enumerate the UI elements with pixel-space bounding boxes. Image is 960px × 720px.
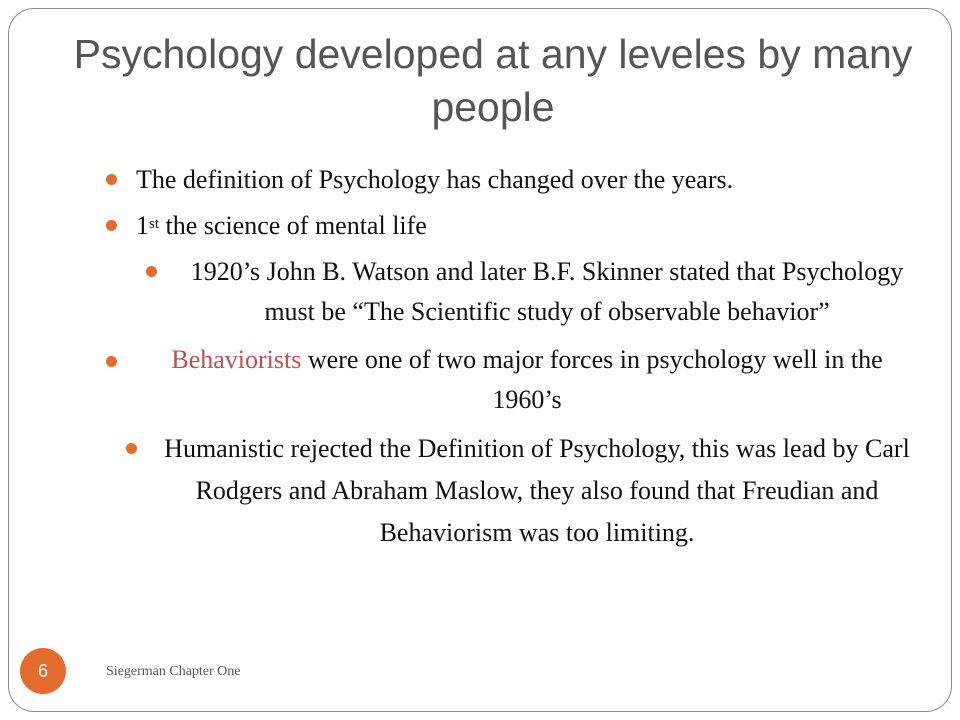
bullet-text: the science of mental life [159,211,427,240]
bullet-dot-icon [106,220,117,231]
slide-title: Psychology developed at any leveles by many people [73,31,913,130]
bullet-list [106,160,918,554]
sub-bullet-item [146,252,918,332]
bullet-text: 1920’s John B. Watson and later B.F. Skinner stated that Psychology must be “The Scientific study of observable behavior” [190,257,904,326]
bullet-dot-icon [106,356,117,367]
bullet-dot-icon [106,174,117,185]
footer-text: Siegerman Chapter One [106,664,241,679]
bullet-item [106,160,918,200]
bullet-text: were one of two major forces in psychology well in the 1960’s [301,345,883,414]
bullet-item [106,206,918,246]
bullet-dot-icon [126,443,137,454]
highlighted-term: Behaviorists [171,345,302,374]
bullet-text: Humanistic rejected the Definition of Psychology, this was lead by Carl Rodgers and Abraham Maslow, they also found that Freudian and Behaviorism was too limiting. [164,434,910,547]
slide-number-badge [20,648,66,694]
bullet-text: The definition of Psychology has changed over the years. [136,165,734,194]
bullet-text-superscript: st [149,216,160,232]
sub-bullet-item [126,428,918,554]
slide-number: 6 [37,660,48,681]
bullet-text-number: 1 [136,211,149,240]
bullet-item [106,340,918,420]
bullet-dot-icon [146,266,157,277]
